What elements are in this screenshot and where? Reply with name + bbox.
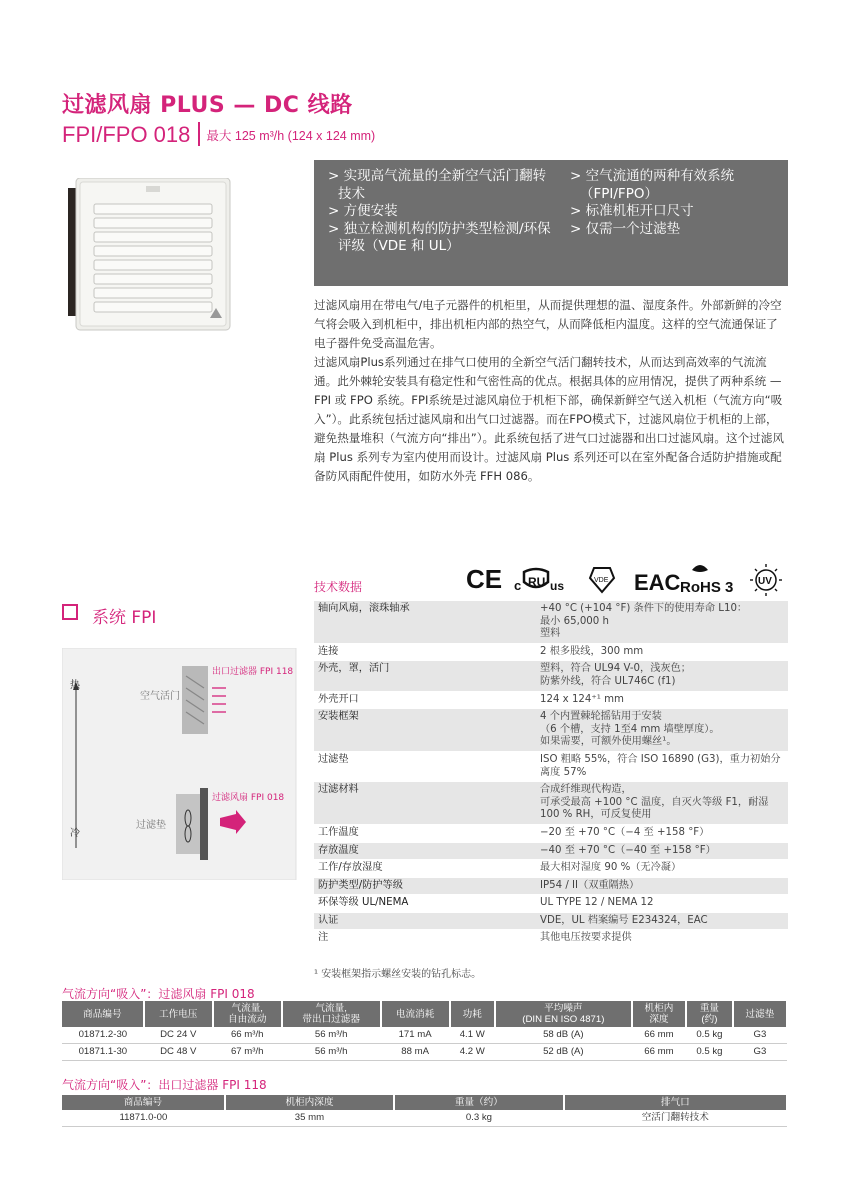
intro-text (314, 296, 788, 486)
table-cell: 88 mA (381, 1044, 450, 1061)
eac-logo: EAC (634, 570, 681, 595)
max-airflow: 最大 125 m³/h (124 x 124 mm) (206, 129, 376, 143)
table-row (62, 1027, 787, 1044)
air-flap-label: 空气活门 (140, 691, 180, 702)
table-cell: DC 24 V (144, 1027, 213, 1044)
tech-data-table (314, 601, 788, 948)
column-header: 平均噪声 (DIN EN ISO 4871) (495, 1001, 632, 1027)
subtitle-divider (198, 122, 200, 146)
spec-value: VDE，UL 档案编号 E234324，EAC (536, 912, 788, 930)
spec-row (314, 643, 788, 661)
spec-value: +40 °C (+104 °F) 条件下的使用寿命 L10： 最小 65,000 h 塑料 (536, 601, 788, 643)
spec-key: 环保等级 UL/NEMA (314, 895, 536, 913)
spec-value: UL TYPE 12 / NEMA 12 (536, 895, 788, 913)
page-subtitle (62, 122, 375, 148)
spec-row (314, 601, 788, 643)
column-header: 重量（约） (394, 1095, 563, 1110)
spec-key: 防护类型/防护等级 (314, 877, 536, 895)
spec-row (314, 877, 788, 895)
table-cell: 0.3 kg (394, 1110, 563, 1127)
spec-value: −40 至 +70 °C（−40 至 +158 °F） (536, 842, 788, 860)
svg-text:RoHS 3: RoHS 3 (680, 579, 734, 596)
table2-label: 气流方向“吸入”：出口过滤器 FPI 118 (62, 1078, 267, 1092)
column-header: 商品编号 (62, 1001, 144, 1027)
intro-paragraph: 过滤风扇Plus系列通过在排气口使用的全新空气活门翻转技术，从而达到高效率的气流流通。此外棘轮安装具有稳定性和气密性高的优点。根据具体的应用情况，提供了两种系统 — FPI 或 FPO 系统。FPI系统是过滤风扇位于机柜下部，确保新鲜空气送入机柜（气流方向“吸入”）。此系统包括过滤风扇和出气口过滤器。而在FPO模式下，过滤风扇位于机柜的上部，避免热量堆积（气流方向“排出”）。此系统包括了进气口过滤器和出口过滤风扇。这个过滤风扇 Plus 系列专为室内使用而设计。过滤风扇 Plus 系列还可以在室外配备合适防护措施或配备防风雨配件使用，如防水外壳 FFH 086。 (314, 355, 784, 483)
feature-list-right (566, 168, 780, 238)
table-cell: 67 m³/h (213, 1044, 282, 1061)
spec-value: 124 x 124⁺¹ mm (536, 691, 788, 709)
column-header: 过滤垫 (733, 1001, 787, 1027)
column-header: 功耗 (450, 1001, 495, 1027)
spec-row (314, 930, 788, 948)
column-header: 排气口 (564, 1095, 787, 1110)
spec-row (314, 912, 788, 930)
table1-label: 气流方向“吸入”：过滤风扇 FPI 018 (62, 987, 255, 1001)
spec-value: 最大相对湿度 90 %（无冷凝） (536, 860, 788, 878)
spec-row (314, 895, 788, 913)
table-cell: 66 mm (632, 1044, 686, 1061)
column-header: 气流量, 带出口过滤器 (282, 1001, 381, 1027)
page-title: 过滤风扇 PLUS — DC 线路 (62, 93, 353, 118)
vde-logo (590, 568, 614, 592)
spec-row (314, 661, 788, 691)
spec-row (314, 691, 788, 709)
column-header: 气流量, 自由流动 (213, 1001, 282, 1027)
rohs-logo (680, 565, 733, 596)
table-cell: 52 dB (A) (495, 1044, 632, 1061)
system-diagram (62, 648, 304, 880)
table-cell: DC 48 V (144, 1044, 213, 1061)
table-cell: 66 mm (632, 1027, 686, 1044)
spec-key: 工作温度 (314, 824, 536, 842)
order-table-outlet (62, 1095, 788, 1127)
ul-logo (514, 569, 564, 593)
outlet-filter-label: 出口过滤器 FPI 118 (212, 667, 294, 677)
feature-item: > 空气流通的两种有效系统（FPI/FPO） (570, 168, 735, 202)
hot-label: 热 (70, 680, 80, 691)
spec-key: 注 (314, 930, 536, 948)
feature-box (314, 160, 788, 286)
table-cell: 4.2 W (450, 1044, 495, 1061)
table-cell: 4.1 W (450, 1027, 495, 1044)
table-cell: 58 dB (A) (495, 1027, 632, 1044)
table-cell: G3 (733, 1027, 787, 1044)
filter-mat-label: 过滤垫 (136, 820, 166, 831)
svg-text:c: c (514, 578, 522, 593)
product-image (66, 178, 234, 338)
ce-logo: CE (466, 564, 503, 594)
spec-value: 4 个内置棘轮摇钻用于安装 （6 个槽，支持 1至4 mm 墙壁厚度）。 如果需要，可额外使用螺丝¹。 (536, 709, 788, 752)
spec-key: 认证 (314, 912, 536, 930)
column-header: 电流消耗 (381, 1001, 450, 1027)
tech-data-label: 技术数据 (314, 580, 363, 594)
spec-key: 轴向风扇，滚珠轴承 (314, 601, 536, 643)
spec-key: 过滤垫 (314, 751, 536, 781)
svg-text:UV: UV (758, 576, 772, 587)
certification-logos (466, 560, 790, 600)
table-row (62, 1110, 787, 1127)
spec-value: IP54 / II（双重隔热） (536, 877, 788, 895)
table-cell: 171 mA (381, 1027, 450, 1044)
spec-key: 外壳开口 (314, 691, 536, 709)
table-cell: 0.5 kg (686, 1044, 733, 1061)
table-cell: 56 m³/h (282, 1027, 381, 1044)
feature-list-left (324, 168, 554, 256)
spec-row (314, 782, 788, 825)
model-name: FPI/FPO 018 (62, 122, 191, 147)
svg-text:VDE: VDE (594, 577, 609, 584)
spec-value: 合成纤维现代构造， 可承受最高 +100 °C 温度，自灭火等级 F1，耐湿 100 % RH，可反复使用 (536, 782, 788, 825)
spec-row (314, 751, 788, 781)
system-title: 系统 FPI (92, 608, 157, 628)
svg-text:us: us (550, 579, 565, 593)
spec-row (314, 824, 788, 842)
intro-paragraph: 过滤风扇用在带电气/电子元器件的机柜里，从而提供理想的温、湿度条件。外部新鲜的冷空气将会吸入到机柜中，排出机柜内部的热空气，从而降低柜内温度。这样的空气流通保证了电子器件免受高温危害。 (314, 298, 782, 350)
table-row (62, 1044, 787, 1061)
spec-key: 工作/存放湿度 (314, 860, 536, 878)
feature-item: > 独立检测机构的防护类型检测/环保评级（VDE 和 UL） (328, 220, 551, 254)
table-cell: 35 mm (225, 1110, 394, 1127)
column-header: 商品编号 (62, 1095, 225, 1110)
svg-text:RU: RU (528, 575, 546, 589)
spec-key: 连接 (314, 643, 536, 661)
spec-key: 外壳，罩，活门 (314, 661, 536, 691)
uv-logo (750, 564, 782, 596)
spec-row (314, 709, 788, 752)
spec-key: 过滤材料 (314, 782, 536, 825)
feature-item: > 仅需一个过滤垫 (570, 220, 681, 237)
table-cell: 66 m³/h (213, 1027, 282, 1044)
order-table-fan (62, 1001, 788, 1061)
spec-value: 2 根多股线，300 mm (536, 643, 788, 661)
column-header: 机柜内 深度 (632, 1001, 686, 1027)
table-cell: 01871.2-30 (62, 1027, 144, 1044)
spec-key: 存放温度 (314, 842, 536, 860)
feature-item: > 方便安装 (328, 203, 398, 219)
table-cell: 空活门翻转技术 (564, 1110, 787, 1127)
footnote: ¹ 安装框架指示螺丝安装的钻孔标志。 (314, 969, 482, 980)
filter-fan-label: 过滤风扇 FPI 018 (212, 793, 285, 803)
system-icon (62, 604, 78, 620)
table-cell: 11871.0-00 (62, 1110, 225, 1127)
table-cell: 01871.1-30 (62, 1044, 144, 1061)
spec-key: 安装框架 (314, 709, 536, 752)
table-cell: 56 m³/h (282, 1044, 381, 1061)
spec-value: 其他电压按要求提供 (536, 930, 788, 948)
spec-row (314, 842, 788, 860)
spec-value: 塑料，符合 UL94 V-0，浅灰色； 防紫外线，符合 UL746C (f1) (536, 661, 788, 691)
table-cell: G3 (733, 1044, 787, 1061)
column-header: 重量 (约) (686, 1001, 733, 1027)
feature-item: > 实现高气流量的全新空气活门翻转技术 (328, 168, 547, 202)
feature-item: > 标准机柜开口尺寸 (570, 203, 694, 219)
table-cell: 0.5 kg (686, 1027, 733, 1044)
spec-row (314, 860, 788, 878)
spec-value: −20 至 +70 °C（−4 至 +158 °F） (536, 824, 788, 842)
cold-label: 冷 (70, 828, 80, 839)
spec-value: ISO 粗略 55%，符合 ISO 16890 (G3)，重力初始分离度 57% (536, 751, 788, 781)
column-header: 机柜内深度 (225, 1095, 394, 1110)
column-header: 工作电压 (144, 1001, 213, 1027)
